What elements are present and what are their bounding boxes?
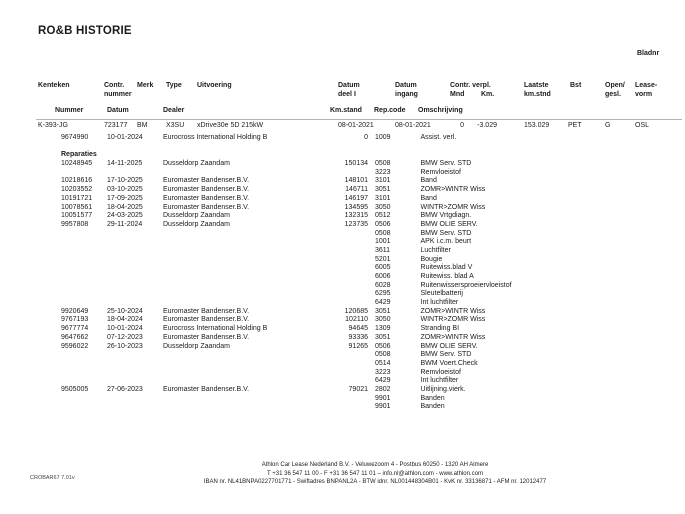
cell-omschrijving: BMW OLIE SERV. xyxy=(420,220,478,228)
cell-kmstand: 132315 xyxy=(344,212,368,220)
cell-kmstand: 102110 xyxy=(345,316,368,324)
cell-omschrijving: BMW Vrtgdiagn. xyxy=(420,212,472,220)
cell-omschrijving: Remvloeistof xyxy=(420,368,461,376)
cell-repcode: 1009 xyxy=(375,134,391,141)
cell-nummer xyxy=(61,230,107,239)
cell-dealer: Euromaster Bandenser.B.V. xyxy=(163,307,250,315)
cell-datum xyxy=(107,369,163,378)
table-row xyxy=(0,204,685,213)
company-footer xyxy=(65,461,685,487)
table-row xyxy=(0,169,685,178)
cell-nummer: 9957808 xyxy=(61,220,89,228)
cell-nummer xyxy=(61,264,107,273)
cell-kmstand xyxy=(330,273,368,282)
vehicle-merk: BM xyxy=(137,122,148,129)
cell-datum: 18-04-2025 xyxy=(107,203,143,211)
cell-datum: 07-12-2023 xyxy=(107,333,143,341)
footer-registration-line: IBAN nr. NL41BNPA0227701771 - Swiftadres BNPANL2A - BTW idnr. NL001448304B01 - KvK nr. 33136871 - AFM nr. 12012477 xyxy=(203,479,547,486)
cell-datum xyxy=(107,264,163,273)
cell-repcode: 3223 xyxy=(375,368,391,376)
cell-datum xyxy=(107,238,163,247)
cell-omschrijving: Int luchtfilter xyxy=(420,377,459,385)
cell-datum: 25-10-2024 xyxy=(107,307,143,315)
vehicle-type: X3SU xyxy=(166,122,185,129)
spacer-row xyxy=(0,143,685,152)
cell-omschrijving: WINTR>ZOMR Wiss xyxy=(420,316,486,324)
cell-nummer: 10078561 xyxy=(61,203,93,211)
cell-dealer: Euromaster Bandenser.B.V. xyxy=(163,203,250,211)
cell-datum: 27-06-2023 xyxy=(107,385,143,393)
cell-dealer: Euromaster Bandenser.B.V. xyxy=(163,177,250,185)
cell-kmstand: 0 xyxy=(364,134,368,141)
cell-dealer xyxy=(163,230,330,239)
cell-omschrijving: Assist. verl. xyxy=(420,134,457,141)
cell-repcode: 3223 xyxy=(375,168,391,176)
col-header-leasevorm: Lease- vorm xyxy=(635,82,658,98)
cell-nummer: 10218616 xyxy=(61,177,93,185)
cell-nummer xyxy=(61,290,107,299)
cell-kmstand xyxy=(330,377,368,386)
vehicle-bst: PET xyxy=(568,122,582,129)
cell-dealer: Dusseldorp Zaandam xyxy=(163,212,230,220)
cell-repcode: 3051 xyxy=(375,186,391,194)
cell-dealer xyxy=(163,351,330,360)
table-row xyxy=(0,247,685,256)
col-header-datum-ingang: Datum ingang xyxy=(395,82,418,98)
cell-kmstand: 91265 xyxy=(348,342,368,350)
table-row xyxy=(0,343,685,352)
table-row xyxy=(0,360,685,369)
col-header-omschrijving: Omschrijving xyxy=(418,107,463,114)
cell-kmstand xyxy=(330,299,368,308)
table-row xyxy=(0,377,685,386)
cell-kmstand xyxy=(330,247,368,256)
table-row xyxy=(0,290,685,299)
cell-dealer: Euromaster Bandenser.B.V. xyxy=(163,385,250,393)
cell-kmstand xyxy=(330,403,368,412)
cell-omschrijving: BMW Serv. STD xyxy=(420,160,472,168)
cell-kmstand: 123735 xyxy=(344,220,368,228)
cell-kmstand: 134595 xyxy=(344,203,368,211)
cell-nummer xyxy=(61,403,107,412)
col-header-nummer: Nummer xyxy=(55,107,84,114)
form-version-code: CROBAR67 7.01v xyxy=(30,475,75,481)
cell-datum xyxy=(107,377,163,386)
cell-datum xyxy=(107,230,163,239)
cell-repcode: 6006 xyxy=(375,273,391,280)
cell-omschrijving: BMW Serv. STD xyxy=(420,351,472,359)
section-label: Reparaties xyxy=(61,151,97,159)
cell-datum: 29-11-2024 xyxy=(107,220,143,228)
table-row xyxy=(0,325,685,334)
cell-repcode: 3050 xyxy=(375,203,391,211)
vehicle-uitvoering: xDrive30e 5D 215kW xyxy=(197,122,264,129)
vehicle-contractnummer: 723177 xyxy=(104,122,128,129)
table-row xyxy=(0,230,685,239)
vehicle-contr-verpl-mnd: 0 xyxy=(460,122,464,129)
table-row xyxy=(0,273,685,282)
page-title: RO&B HISTORIE xyxy=(38,25,132,37)
table-row xyxy=(0,264,685,273)
cell-repcode: 0506 xyxy=(375,220,391,228)
cell-dealer xyxy=(163,264,330,273)
cell-omschrijving: Luchtfilter xyxy=(420,246,451,254)
cell-datum xyxy=(107,360,163,369)
table-row xyxy=(0,186,685,195)
cell-repcode: 6295 xyxy=(375,290,391,298)
cell-repcode: 1001 xyxy=(375,238,391,246)
cell-nummer: 9674990 xyxy=(61,134,89,141)
cell-datum: 18-04-2024 xyxy=(107,316,143,324)
vehicle-kenteken: K-393-JG xyxy=(38,122,68,129)
cell-nummer xyxy=(61,351,107,360)
col-header-uitvoering: Uitvoering xyxy=(197,82,232,89)
vehicle-contr-verpl-km: -3.029 xyxy=(477,122,497,129)
cell-omschrijving: Ruitenwissersproeiervloeistof xyxy=(420,281,512,289)
cell-datum xyxy=(107,351,163,360)
table-row xyxy=(0,403,685,412)
col-header-dealer: Dealer xyxy=(163,107,185,114)
table-row xyxy=(0,282,685,291)
repair-rows xyxy=(0,134,685,412)
col-header-mnd: Mnd xyxy=(450,91,465,98)
cell-kmstand: 146197 xyxy=(344,194,368,202)
cell-omschrijving: Remvloeistof xyxy=(420,168,461,176)
cell-repcode: 9901 xyxy=(375,403,391,411)
cell-kmstand xyxy=(330,360,368,369)
table-row xyxy=(0,334,685,343)
cell-kmstand xyxy=(330,351,368,360)
cell-nummer: 9596022 xyxy=(61,342,89,350)
cell-nummer xyxy=(61,299,107,308)
col-header-type: Type xyxy=(166,82,182,89)
cell-nummer xyxy=(61,360,107,369)
cell-datum: 17-09-2025 xyxy=(107,194,143,202)
cell-dealer xyxy=(163,369,330,378)
cell-repcode: 0512 xyxy=(375,212,391,220)
cell-repcode: 0508 xyxy=(375,229,391,237)
cell-dealer xyxy=(163,247,330,256)
cell-repcode: 9901 xyxy=(375,394,391,402)
col-header-kmstand: Km.stand xyxy=(330,107,362,114)
cell-repcode: 3101 xyxy=(375,177,391,185)
table-row xyxy=(0,369,685,378)
col-header-contractnummer: Contr. nummer xyxy=(104,82,132,98)
cell-repcode: 3611 xyxy=(375,246,391,254)
cell-nummer xyxy=(61,247,107,256)
cell-dealer xyxy=(163,282,330,291)
cell-omschrijving: ZOMR>WINTR Wiss xyxy=(420,333,486,341)
cell-nummer xyxy=(61,377,107,386)
cell-dealer: Euromaster Bandenser.B.V. xyxy=(163,186,250,194)
table-row xyxy=(0,134,685,143)
cell-datum: 10-01-2024 xyxy=(107,325,143,333)
table-row xyxy=(0,316,685,325)
cell-kmstand: 146711 xyxy=(345,186,368,194)
col-header-contr-verpl: Contr. verpl. xyxy=(450,82,491,89)
cell-repcode: 3050 xyxy=(375,316,391,324)
table-row xyxy=(0,386,685,395)
cell-datum: 14-11-2025 xyxy=(107,160,143,168)
cell-kmstand xyxy=(330,169,368,178)
vehicle-datum-deel-i: 08-01-2021 xyxy=(338,122,374,129)
vehicle-laatste-kmstand: 153.029 xyxy=(524,122,550,129)
cell-omschrijving: Int luchtfilter xyxy=(420,299,459,307)
cell-datum xyxy=(107,282,163,291)
cell-datum xyxy=(107,395,163,404)
cell-omschrijving: Ruitewiss.blad V xyxy=(420,264,473,272)
cell-dealer xyxy=(163,256,330,265)
cell-dealer xyxy=(163,273,330,282)
col-header-bst: Bst xyxy=(570,82,582,89)
cell-dealer: Eurocross International Holding B xyxy=(163,134,268,141)
cell-omschrijving: Banden xyxy=(420,394,445,402)
cell-omschrijving: Band xyxy=(420,177,437,185)
cell-nummer xyxy=(61,369,107,378)
cell-kmstand: 93336 xyxy=(348,333,368,341)
cell-nummer: 9920649 xyxy=(61,307,89,315)
table-row xyxy=(0,256,685,265)
cell-kmstand: 148101 xyxy=(344,177,368,185)
cell-nummer xyxy=(61,273,107,282)
cell-dealer: Euromaster Bandenser.B.V. xyxy=(163,194,250,202)
cell-omschrijving: ZOMR>WINTR Wiss xyxy=(420,186,486,194)
vehicle-leasevorm: OSL xyxy=(635,122,650,129)
cell-nummer xyxy=(61,169,107,178)
cell-repcode: 6429 xyxy=(375,377,391,385)
cell-omschrijving: BMW Serv. STD xyxy=(420,229,472,237)
cell-nummer xyxy=(61,256,107,265)
col-header-repcode: Rep.code xyxy=(374,107,406,114)
col-header-datum-deel-i: Datum deel I xyxy=(338,82,360,98)
cell-nummer: 10191721 xyxy=(61,194,93,202)
table-row xyxy=(0,160,685,169)
page-number-label: Bladnr xyxy=(637,50,660,57)
cell-nummer: 9767193 xyxy=(61,316,89,324)
cell-omschrijving: Bougie xyxy=(420,255,443,263)
cell-dealer xyxy=(163,169,330,178)
table-row xyxy=(0,395,685,404)
cell-dealer: Dusseldorp Zaandam xyxy=(163,160,230,168)
cell-kmstand xyxy=(330,256,368,265)
cell-kmstand xyxy=(330,230,368,239)
cell-kmstand xyxy=(330,290,368,299)
cell-repcode: 3051 xyxy=(375,333,391,341)
cell-dealer: Dusseldorp Zaandam xyxy=(163,342,230,350)
cell-datum xyxy=(107,273,163,282)
cell-nummer: 10248945 xyxy=(61,160,93,168)
cell-omschrijving: WINTR>ZOMR Wiss xyxy=(420,203,486,211)
col-header-open-gesl: Open/ gesl. xyxy=(605,82,625,98)
vehicle-datum-ingang: 08-01-2021 xyxy=(395,122,431,129)
cell-dealer: Dusseldorp Zaandam xyxy=(163,220,230,228)
cell-nummer: 9505005 xyxy=(61,385,89,393)
cell-nummer: 10051577 xyxy=(61,212,93,220)
cell-nummer: 9677774 xyxy=(61,325,89,333)
cell-repcode: 1309 xyxy=(375,325,391,333)
cell-dealer xyxy=(163,238,330,247)
cell-dealer xyxy=(163,299,330,308)
cell-kmstand xyxy=(330,238,368,247)
col-header-km: Km. xyxy=(481,91,495,98)
cell-repcode: 3051 xyxy=(375,307,391,315)
cell-nummer: 10203552 xyxy=(61,186,93,194)
table-row xyxy=(0,238,685,247)
cell-nummer xyxy=(61,395,107,404)
col-header-merk: Merk xyxy=(137,82,154,89)
cell-kmstand: 120685 xyxy=(344,307,368,315)
cell-dealer xyxy=(163,377,330,386)
table-row xyxy=(0,308,685,317)
cell-datum: 26-10-2023 xyxy=(107,342,143,350)
cell-kmstand: 79021 xyxy=(348,385,368,393)
cell-omschrijving: BMW OLIE SERV. xyxy=(420,342,478,350)
cell-repcode: 6005 xyxy=(375,264,391,272)
cell-dealer: Euromaster Bandenser.B.V. xyxy=(163,316,250,324)
cell-datum: 10-01-2024 xyxy=(107,134,143,141)
cell-datum xyxy=(107,169,163,178)
cell-nummer: 9647662 xyxy=(61,333,89,341)
col-header-laatste-kmstand: Laatste km.stnd xyxy=(524,82,551,98)
cell-dealer: Eurocross International Holding B xyxy=(163,325,268,333)
cell-dealer xyxy=(163,403,330,412)
cell-datum: 03-10-2025 xyxy=(107,186,143,194)
cell-kmstand: 94645 xyxy=(348,325,368,333)
cell-dealer xyxy=(163,395,330,404)
cell-omschrijving: Uitlijning.vierk. xyxy=(420,385,466,393)
cell-dealer xyxy=(163,360,330,369)
cell-omschrijving: ZOMR>WINTR Wiss xyxy=(420,307,486,315)
cell-nummer xyxy=(61,238,107,247)
table-row xyxy=(0,212,685,221)
cell-repcode: 6429 xyxy=(375,299,391,307)
table-row xyxy=(0,299,685,308)
cell-repcode: 2802 xyxy=(375,385,391,393)
cell-repcode: 0514 xyxy=(375,359,391,367)
cell-datum: 24-03-2025 xyxy=(107,212,143,220)
cell-kmstand: 150134 xyxy=(344,160,368,168)
cell-repcode: 0508 xyxy=(375,351,391,359)
cell-datum xyxy=(107,299,163,308)
cell-datum xyxy=(107,403,163,412)
section-heading xyxy=(0,151,685,160)
cell-repcode: 0506 xyxy=(375,342,391,350)
cell-kmstand xyxy=(330,395,368,404)
table-row xyxy=(0,221,685,230)
cell-omschrijving: Banden xyxy=(420,403,445,411)
cell-datum xyxy=(107,247,163,256)
cell-dealer xyxy=(163,290,330,299)
footer-address-line: Athlon Car Lease Nederland B.V. - Veluwezoom 4 - Postbus 60250 - 1320 AH Almere xyxy=(261,462,489,468)
cell-omschrijving: BWM Voert.Check xyxy=(420,359,478,367)
cell-omschrijving: Stranding BI xyxy=(420,325,460,333)
table-row xyxy=(0,177,685,186)
cell-nummer xyxy=(61,282,107,291)
col-header-kenteken: Kenteken xyxy=(38,82,70,89)
vehicle-open-gesl: G xyxy=(605,122,611,129)
footer-contact-line: T +31 36 547 11 00 - F +31 36 547 11 01 – info.nl@athlon.com - www.athlon.com xyxy=(267,470,483,477)
cell-repcode: 0508 xyxy=(375,160,391,168)
col-header-datum: Datum xyxy=(107,107,129,114)
cell-kmstand xyxy=(330,369,368,378)
cell-repcode: 6028 xyxy=(375,281,391,289)
cell-repcode: 5201 xyxy=(375,255,391,263)
cell-datum xyxy=(107,290,163,299)
table-row xyxy=(0,351,685,360)
cell-omschrijving: Band xyxy=(420,194,437,202)
cell-datum: 17-10-2025 xyxy=(107,177,143,185)
cell-kmstand xyxy=(330,282,368,291)
cell-repcode: 3101 xyxy=(375,194,391,202)
cell-dealer: Euromaster Bandenser.B.V. xyxy=(163,333,250,341)
table-row xyxy=(0,195,685,204)
cell-datum xyxy=(107,256,163,265)
cell-omschrijving: APK i.c.m. beurt xyxy=(420,238,472,246)
cell-omschrijving: Sleutelbatterij xyxy=(420,290,463,298)
cell-omschrijving: Ruitewiss. blad A xyxy=(420,273,474,280)
cell-kmstand xyxy=(330,264,368,273)
header-divider xyxy=(36,119,682,120)
